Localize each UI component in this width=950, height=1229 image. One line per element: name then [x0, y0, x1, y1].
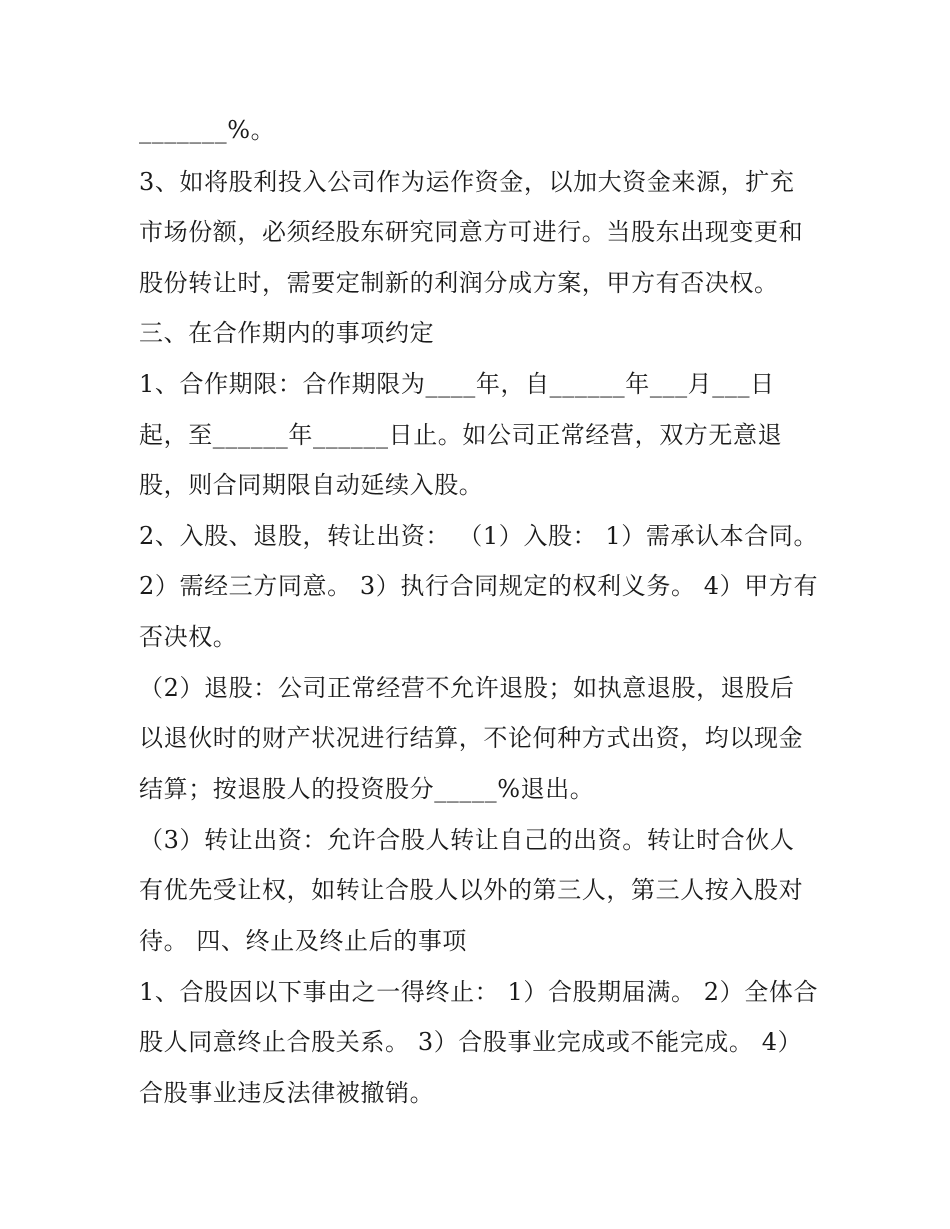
text-line: 市场份额，必须经股东研究同意方可进行。当股东出现变更和 — [139, 218, 804, 246]
text-line: 以退伙时的财产状况进行结算，不论何种方式出资，均以现金 — [139, 724, 804, 752]
text-line: 2、入股、退股，转让出资： （1）入股： 1）需承认本合同。 — [139, 522, 819, 550]
text-line: 起，至______年______日止。如公司正常经营，双方无意退 — [139, 421, 783, 449]
section-heading: 三、在合作期内的事项约定 — [139, 319, 435, 347]
text-line: _______%。 — [139, 116, 276, 144]
text-line: （3）转让出资：允许合股人转让自己的出资。转让时合伙人 — [139, 826, 795, 854]
text-line: 待。 四、终止及终止后的事项 — [139, 927, 468, 955]
text-line: 1、合作期限：合作期限为____年，自______年___月___日 — [139, 370, 775, 398]
text-line: 结算；按退股人的投资股分_____%退出。 — [139, 775, 595, 803]
text-line: （2）退股：公司正常经营不允许退股；如执意退股，退股后 — [139, 674, 795, 702]
text-line: 2）需经三方同意。 3）执行合同规定的权利义务。 4）甲方有 — [139, 572, 819, 600]
text-line: 股，则合同期限自动延续入股。 — [139, 471, 484, 499]
text-line: 否决权。 — [139, 623, 238, 651]
text-line: 合股事业违反法律被撤销。 — [139, 1079, 435, 1107]
text-line: 1、合股因以下事由之一得终止： 1）合股期届满。 2）全体合 — [139, 978, 819, 1006]
text-line: 股人同意终止合股关系。 3）合股事业完成或不能完成。 4） — [139, 1028, 803, 1056]
text-line: 股份转让时，需要定制新的利润分成方案，甲方有否决权。 — [139, 269, 779, 297]
text-line: 有优先受让权，如转让合股人以外的第三人，第三人按入股对 — [139, 876, 804, 904]
text-line: 3、如将股利投入公司作为运作资金，以加大资金来源，扩充 — [139, 168, 795, 196]
